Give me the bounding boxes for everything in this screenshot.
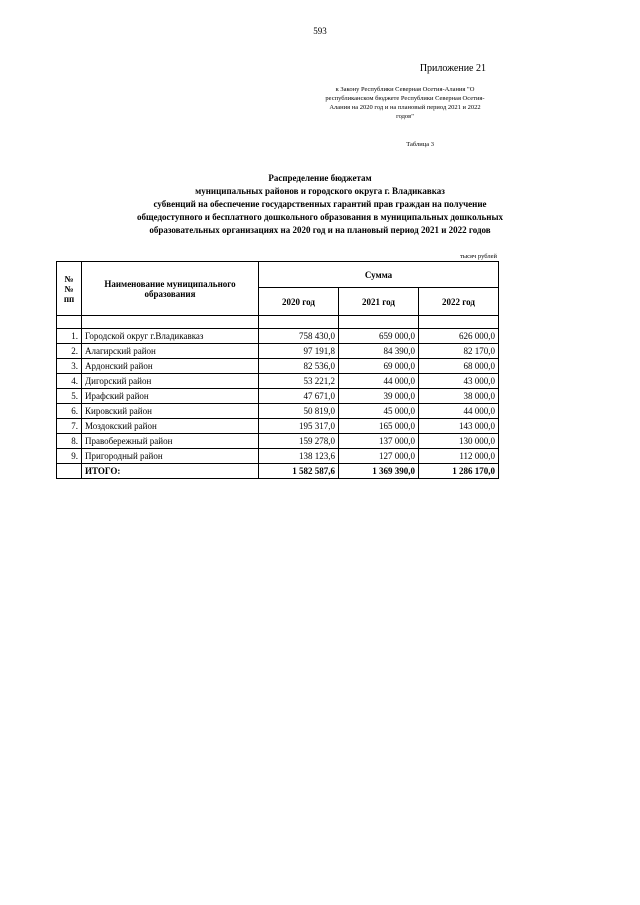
row-value-2021: 137 000,0 — [339, 434, 419, 449]
total-value-2021: 1 369 390,0 — [339, 464, 419, 479]
table-row — [57, 389, 499, 404]
column-header-name: Наименование муниципального образования — [82, 262, 259, 316]
table-row — [57, 449, 499, 464]
row-value-2021: 659 000,0 — [339, 329, 419, 344]
row-number: 1. — [57, 329, 82, 344]
row-value-2022: 68 000,0 — [419, 359, 499, 374]
column-header-2021: 2021 год — [339, 288, 419, 316]
total-value-2020: 1 582 587,6 — [259, 464, 339, 479]
row-value-2020: 97 191,8 — [259, 344, 339, 359]
table-row — [57, 359, 499, 374]
row-name: Алагирский район — [82, 344, 259, 359]
title-line: субвенций на обеспечение государственных гарантий прав граждан на получение — [153, 199, 487, 209]
row-name: Моздокский район — [82, 419, 259, 434]
row-value-2022: 130 000,0 — [419, 434, 499, 449]
row-name: Дигорский район — [82, 374, 259, 389]
distribution-table — [56, 261, 499, 479]
row-value-2020: 195 317,0 — [259, 419, 339, 434]
table-row — [57, 329, 499, 344]
row-name: Правобережный район — [82, 434, 259, 449]
column-header-sum: Сумма — [259, 262, 499, 288]
row-value-2021: 45 000,0 — [339, 404, 419, 419]
row-number: 2. — [57, 344, 82, 359]
row-value-2021: 84 390,0 — [339, 344, 419, 359]
row-number: 9. — [57, 449, 82, 464]
title-line: Распределение бюджетам — [268, 173, 372, 183]
row-number: 8. — [57, 434, 82, 449]
row-value-2021: 69 000,0 — [339, 359, 419, 374]
row-number: 3. — [57, 359, 82, 374]
row-number: 4. — [57, 374, 82, 389]
row-value-2020: 159 278,0 — [259, 434, 339, 449]
row-name: Ирафский район — [82, 389, 259, 404]
row-value-2021: 39 000,0 — [339, 389, 419, 404]
row-number: 6. — [57, 404, 82, 419]
row-name: Кировский район — [82, 404, 259, 419]
row-value-2022: 112 000,0 — [419, 449, 499, 464]
row-name: Ардонский район — [82, 359, 259, 374]
row-value-2020: 47 671,0 — [259, 389, 339, 404]
page-number: 593 — [313, 26, 327, 36]
table-header-row — [57, 262, 499, 288]
table-total-row — [57, 464, 499, 479]
table-row — [57, 419, 499, 434]
column-header-2020: 2020 год — [259, 288, 339, 316]
row-value-2022: 626 000,0 — [419, 329, 499, 344]
row-value-2020: 138 123,6 — [259, 449, 339, 464]
row-number: 7. — [57, 419, 82, 434]
row-value-2020: 758 430,0 — [259, 329, 339, 344]
row-value-2021: 44 000,0 — [339, 374, 419, 389]
row-value-2020: 82 536,0 — [259, 359, 339, 374]
law-reference: к Закону Республики Северная Осетия-Алания "О республиканском бюджете Республики Северная Осетия-Алания на 2020 год и на плановый период 2021 и 2022 годов" — [325, 86, 485, 120]
table-row — [57, 404, 499, 419]
row-value-2021: 127 000,0 — [339, 449, 419, 464]
table-row — [57, 434, 499, 449]
title-line: общедоступного и бесплатного дошкольного образования в муниципальных дошкольных — [137, 212, 503, 222]
table-row — [57, 374, 499, 389]
row-value-2022: 82 170,0 — [419, 344, 499, 359]
total-label: ИТОГО: — [82, 464, 259, 479]
units-label: тысяч рублей — [459, 253, 497, 260]
row-value-2020: 53 221,2 — [259, 374, 339, 389]
row-value-2022: 38 000,0 — [419, 389, 499, 404]
row-value-2020: 50 819,0 — [259, 404, 339, 419]
row-value-2022: 44 000,0 — [419, 404, 499, 419]
title-line: образовательных организациях на 2020 год и на плановый период 2021 и 2022 годов — [149, 225, 491, 235]
title-line: муниципальных районов и городского округа г. Владикавказ — [195, 186, 445, 196]
row-name: Городской округ г.Владикавказ — [82, 329, 259, 344]
row-value-2022: 43 000,0 — [419, 374, 499, 389]
row-value-2022: 143 000,0 — [419, 419, 499, 434]
document-title — [40, 172, 600, 237]
table-reference: Таблица 3 — [406, 141, 434, 148]
table-spacer-row — [57, 316, 499, 329]
row-number: 5. — [57, 389, 82, 404]
total-number-cell — [57, 464, 82, 479]
table-row — [57, 344, 499, 359]
row-name: Пригородный район — [82, 449, 259, 464]
column-header-number: №№ пп — [57, 262, 82, 316]
appendix-label: Приложение 21 — [419, 63, 486, 74]
row-value-2021: 165 000,0 — [339, 419, 419, 434]
total-value-2022: 1 286 170,0 — [419, 464, 499, 479]
column-header-2022: 2022 год — [419, 288, 499, 316]
